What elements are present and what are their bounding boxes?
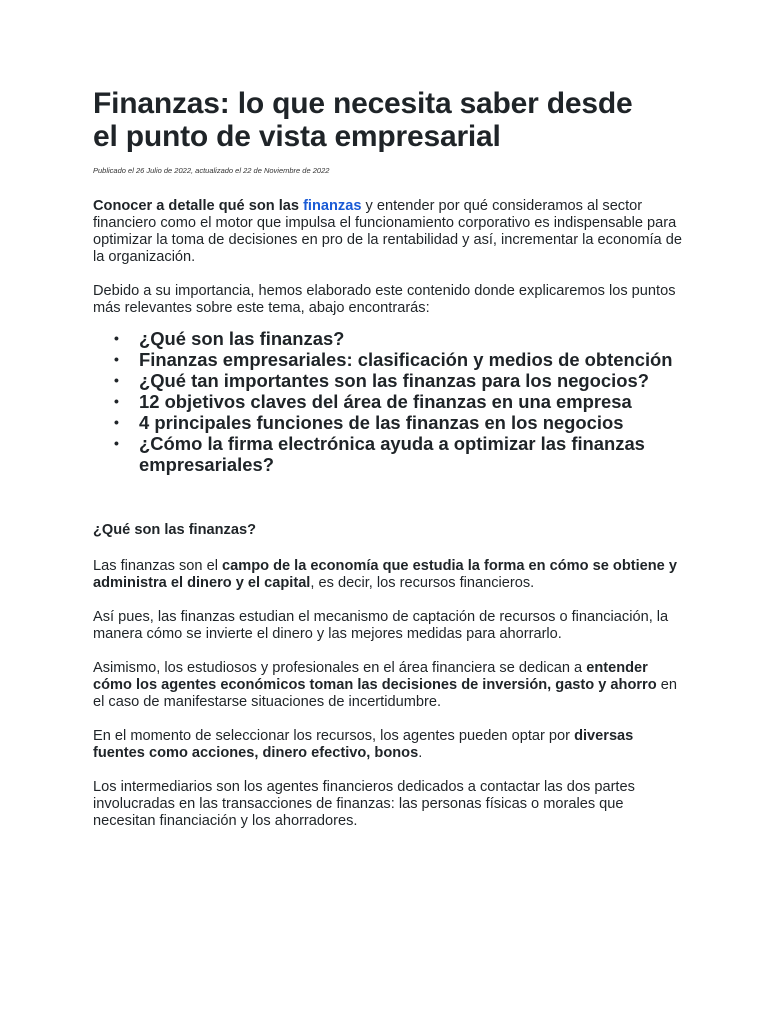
text-span: Las finanzas son el: [93, 558, 222, 574]
text-span: En el momento de seleccionar los recursos, los agentes pueden optar por: [93, 728, 575, 744]
intro-rest: y entender por qué consideramos al sector financiero como el motor que impulsa el funcionamiento corporativo es indispensable para optimizar la toma de decisiones en pro de la rentabilidad y así, incrementar la economía de la organización.: [93, 198, 682, 265]
toc-item-label: ¿Qué tan importantes son las finanzas para los negocios?: [139, 370, 649, 391]
section-heading: ¿Qué son las finanzas?: [93, 522, 256, 538]
published-date: Publicado el 26 Julio de 2022, actualizado el 22 de Noviembre de 2022: [93, 166, 330, 175]
bullet-icon: •: [114, 351, 119, 367]
bold-text: diversas fuentes como acciones, dinero efectivo, bonos: [93, 728, 634, 761]
page-title: [93, 87, 683, 153]
text-span: .: [418, 745, 423, 761]
bullet-icon: •: [114, 330, 119, 346]
section-paragraph: [93, 728, 683, 762]
toc-item[interactable]: [92, 391, 683, 412]
toc-item-label: ¿Cómo la firma electrónica ayuda a optimizar las finanzas empresariales?: [139, 433, 645, 475]
toc-item-label: Finanzas empresariales: clasificación y medios de obtención: [139, 349, 673, 370]
text-span: , es decir, los recursos financieros.: [310, 575, 535, 591]
section-paragraph: Así pues, las finanzas estudian el mecanismo de captación de recursos o financiación, la manera cómo se invierte el dinero y las mejores medidas para ahorrarlo.: [93, 609, 669, 642]
finanzas-link[interactable]: finanzas: [303, 198, 362, 214]
title-line-2: el punto de vista empresarial: [93, 120, 501, 153]
toc-item[interactable]: [92, 370, 683, 391]
text-span: Asimismo, los estudiosos y profesionales en el área financiera se dedican a: [93, 660, 587, 676]
bold-text: entender cómo los agentes económicos toman las decisiones de inversión, gasto y ahorro: [93, 660, 657, 693]
article: [93, 87, 683, 830]
bullet-icon: •: [114, 435, 119, 451]
title-line-1: Finanzas: lo que necesita saber desde: [93, 87, 633, 120]
toc-item[interactable]: [92, 412, 683, 433]
table-of-contents: [93, 328, 683, 475]
toc-item[interactable]: [92, 328, 683, 349]
section-paragraph: Los intermediarios son los agentes financieros dedicados a contactar las dos partes involucradas en las transacciones de finanzas: las personas físicas o morales que necesitan financiación y los ahorradores.: [93, 779, 635, 829]
bullet-icon: •: [114, 414, 119, 430]
toc-item-label: 12 objetivos claves del área de finanzas en una empresa: [139, 391, 632, 412]
toc-item[interactable]: [92, 433, 683, 475]
section-paragraph: [93, 660, 683, 711]
toc-item-label: ¿Qué son las finanzas?: [139, 328, 345, 349]
section-paragraph: [93, 558, 683, 592]
bullet-icon: •: [114, 372, 119, 388]
text-span: en el caso de manifestarse situaciones de incertidumbre.: [93, 677, 677, 710]
importance-paragraph: Debido a su importancia, hemos elaborado este contenido donde explicaremos los puntos más relevantes sobre este tema, abajo encontrarás:: [93, 283, 676, 316]
bullet-icon: •: [114, 393, 119, 409]
toc-item-label: 4 principales funciones de las finanzas en los negocios: [139, 412, 624, 433]
bold-text: campo de la economía que estudia la forma en cómo se obtiene y administra el dinero y el capital: [93, 558, 677, 591]
intro-paragraph: [93, 198, 683, 266]
intro-bold-lead: Conocer a detalle qué son las: [93, 198, 304, 214]
toc-item[interactable]: [92, 349, 683, 370]
